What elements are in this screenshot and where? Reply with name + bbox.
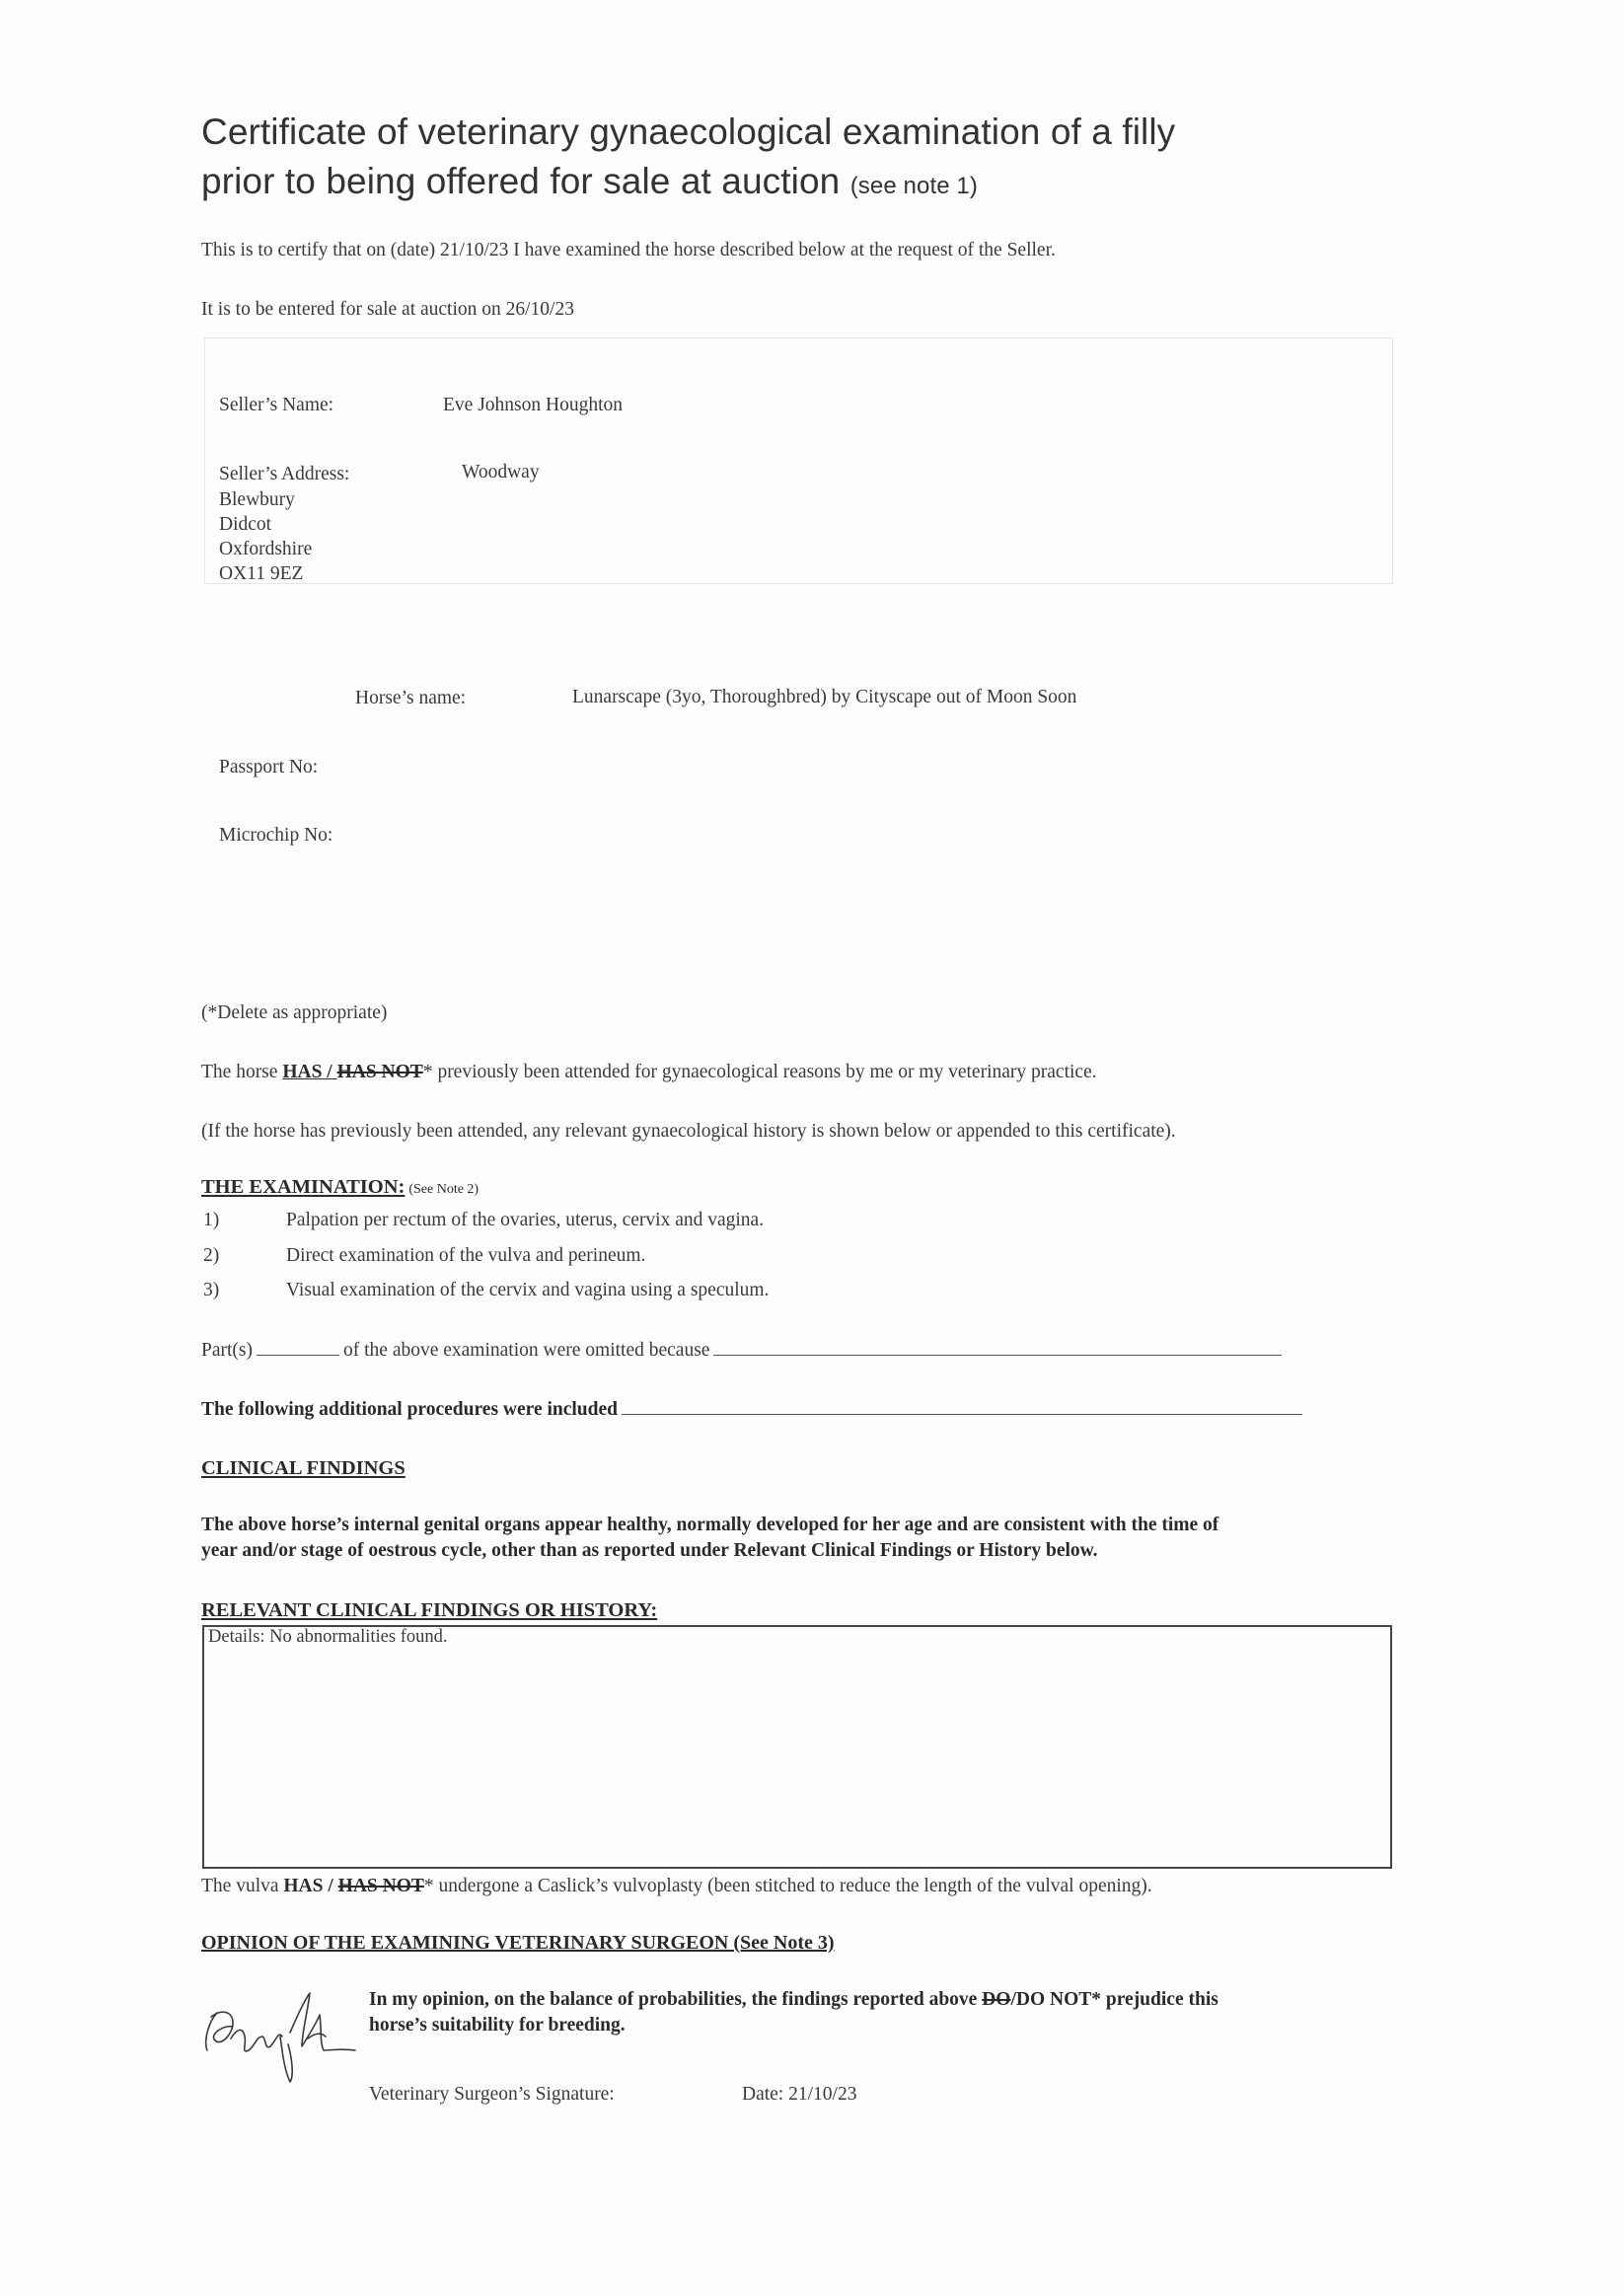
omitted-line (201, 1340, 1286, 1362)
vulva-suffix: undergone a Caslick’s vulvoplasty (been stitched to reduce the length of the vulval opening). (433, 1876, 1152, 1896)
omitted-label-because: of the above examination were omitted because (343, 1340, 710, 1361)
examination-item-text: Visual examination of the cervix and vagina using a speculum. (286, 1280, 770, 1300)
examination-item-number: 2) (203, 1245, 220, 1266)
seller-details-box (204, 337, 1393, 584)
horse-name-label: Horse’s name: (355, 688, 467, 708)
certificate-title-line2 (201, 158, 978, 210)
attended-statement (201, 1062, 1097, 1083)
attended-has-not: HAS NOT (336, 1062, 423, 1082)
attended-suffix: previously been attended for gynaecological reasons by me or my veterinary practice. (432, 1062, 1097, 1082)
certify-statement: This is to certify that on (date) 21/10/23 I have examined the horse described below at the request of the Seller. (201, 240, 1056, 260)
vulva-star: * (423, 1876, 434, 1896)
signature-label: Veterinary Surgeon’s Signature: (369, 2084, 615, 2105)
opinion-do: DO (982, 1989, 1011, 2010)
examination-item-number: 1) (203, 1210, 220, 1230)
attended-prefix: The horse (201, 1062, 283, 1082)
seller-name-value: Eve Johnson Houghton (443, 395, 623, 415)
opinion-star: * (1091, 1989, 1102, 2010)
details-text: Details: No abnormalities found. (208, 1627, 448, 1647)
horse-name-value: Lunarscape (3yo, Thoroughbred) by Cityscape out of Moon Soon (572, 687, 1077, 707)
vulva-has: HAS / (283, 1876, 338, 1896)
seller-address-line: OX11 9EZ (219, 563, 304, 584)
examination-item-text: Palpation per rectum of the ovaries, uterus, cervix and vagina. (286, 1210, 765, 1230)
title-line2-text: prior to being offered for sale at auction (201, 161, 841, 201)
auction-date-statement: It is to be entered for sale at auction on 26/10/23 (201, 299, 574, 320)
attended-star: * (422, 1062, 433, 1082)
omitted-reason-blank[interactable] (713, 1354, 1282, 1356)
examination-heading (201, 1176, 479, 1199)
additional-procedures-label: The following additional procedures were included (201, 1399, 619, 1420)
examination-item-number: 3) (203, 1280, 220, 1300)
seller-address-line: Blewbury (219, 489, 295, 510)
vulva-prefix: The vulva (201, 1876, 284, 1896)
examination-item-text: Direct examination of the vulva and perineum. (286, 1245, 646, 1266)
seller-address-first: Woodway (462, 462, 540, 482)
seller-address-label: Seller’s Address: (219, 464, 350, 484)
attended-has: HAS / (282, 1062, 337, 1082)
clinical-statement-line1: The above horse’s internal genital organs appear healthy, normally developed for her age and are consistent with the time of (201, 1515, 1219, 1535)
seller-address-line: Didcot (219, 514, 272, 535)
clinical-findings-heading: CLINICAL FINDINGS (201, 1457, 406, 1479)
relevant-findings-heading: RELEVANT CLINICAL FINDINGS OR HISTORY: (201, 1599, 658, 1621)
additional-procedures-blank[interactable] (622, 1413, 1302, 1415)
opinion-suffix: prejudice this (1101, 1989, 1218, 2010)
opinion-statement-line2: horse’s suitability for breeding. (369, 2015, 626, 2036)
history-note: (If the horse has previously been attended, any relevant gynaecological history is shown below or appended to this certificate). (201, 1121, 1176, 1142)
vulva-has-not: HAS NOT (337, 1876, 424, 1896)
certificate-title-line1: Certificate of veterinary gynaecological examination of a filly (201, 111, 1176, 152)
opinion-heading: OPINION OF THE EXAMINING VETERINARY SURGEON (See Note 3) (201, 1932, 835, 1954)
opinion-prefix: In my opinion, on the balance of probabilities, the findings reported above (369, 1989, 983, 2010)
delete-as-appropriate-note: (*Delete as appropriate) (201, 1002, 388, 1023)
microchip-label: Microchip No: (219, 825, 333, 846)
examination-heading-note: (See Note 2) (408, 1182, 480, 1197)
signature-date: Date: 21/10/23 (742, 2084, 857, 2105)
examination-heading-text: THE EXAMINATION: (201, 1176, 406, 1198)
seller-name-label: Seller’s Name: (219, 395, 334, 415)
details-box[interactable] (202, 1625, 1392, 1869)
vulva-statement (201, 1876, 1152, 1897)
title-note: (see note 1) (849, 173, 978, 199)
omitted-parts-blank[interactable] (257, 1354, 339, 1356)
omitted-label-parts: Part(s) (201, 1340, 253, 1361)
passport-label: Passport No: (219, 757, 319, 778)
clinical-statement-line2: year and/or stage of oestrous cycle, other than as reported under Relevant Clinical Findings or History below. (201, 1540, 1098, 1561)
seller-address-line: Oxfordshire (219, 539, 313, 559)
additional-procedures-line (201, 1399, 1306, 1421)
veterinary-signature (193, 1981, 375, 2090)
opinion-do-not: /DO NOT (1010, 1989, 1092, 2010)
opinion-statement-line1 (369, 1989, 1218, 2011)
